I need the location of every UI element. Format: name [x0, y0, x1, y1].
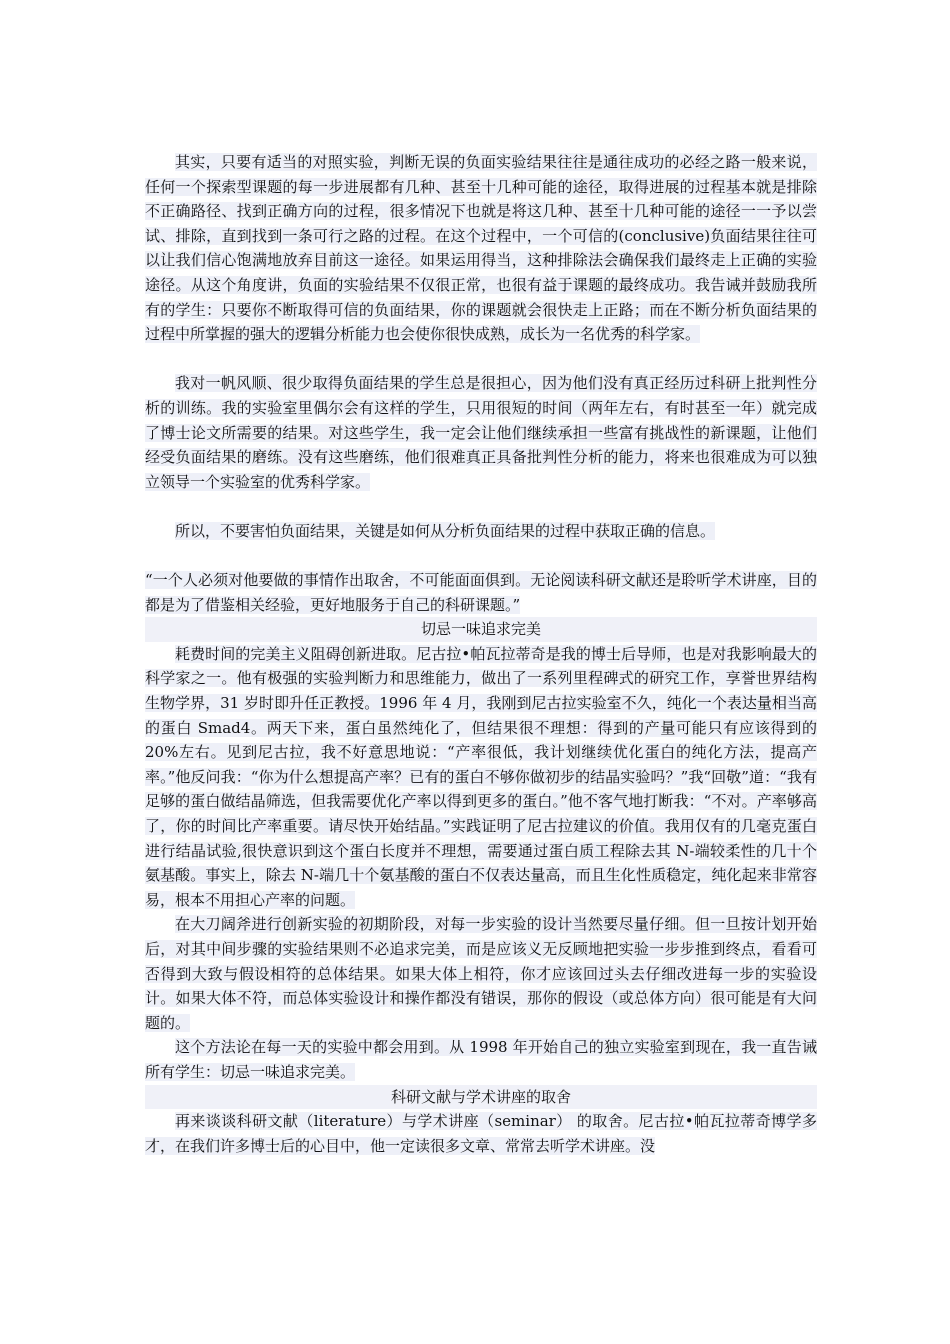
paragraph-conclusion [145, 519, 817, 544]
paragraph-bold-experiments [145, 912, 817, 1035]
document-body [145, 150, 817, 1158]
paragraph-text: 所以，不要害怕负面结果，关键是如何从分析负面结果的过程中获取正确的信息。 [175, 521, 716, 540]
paragraph-text: 在大刀阔斧进行创新实验的初期阶段，对每一步实验的设计当然要尽量仔细。但一旦按计划开始后，对其中间步骤的实验结果则不必追求完美，而是应该义无反顾地把实验一步步推到终点，看看可否得到大致与假设相符的总体结果。如果大体上相符，你才应该回过头去仔细改进每一步的实验设计。如果大体不符，而总体实验设计和操作都没有错误，那你的假设（或总体方向）很可能是有大问题的。 [145, 915, 817, 1032]
paragraph-perfectionism [145, 642, 817, 913]
paragraph-methodology [145, 1035, 817, 1084]
section-heading-literature: 科研文献与学术讲座的取舍 [145, 1085, 817, 1110]
paragraph-gap [145, 347, 817, 372]
pull-quote [145, 568, 817, 617]
paragraph-text: 耗费时间的完美主义阻碍创新进取。尼古拉•帕瓦拉蒂奇是我的博士后导师，也是对我影响最大的科学家之一。他有极强的实验判断力和思维能力，做出了一系列里程碑式的研究工作，享誉世界结构生物学界，31 岁时即升任正教授。1996 年 4 月，我刚到尼古拉实验室不久，纯化一个表达量相当高的蛋白 Smad4。两天下来，蛋白虽然纯化了，但结果很不理想：得到的产量可能只有应该得到的 20%左右。见到尼古拉，我不好意思地说：“产率很低，我计划继续优化蛋白的纯化方法，提高产率。”他反问我：“你为什么想提高产率？已有的蛋白不够你做初步的结晶实验吗？”我“回敬”道：“我有足够的蛋白做结晶筛选，但我需要优化产率以得到更多的蛋白。”他不客气地打断我：“不对。产率够高了，你的时间比产率重要。请尽快开始结晶。”实践证明了尼古拉建议的价值。我用仅有的几毫克蛋白进行结晶试验,很快意识到这个蛋白长度并不理想，需要通过蛋白质工程除去其 N-端较柔性的几十个氨基酸。事实上，除去 N-端几十个氨基酸的蛋白不仅表达量高，而且生化性质稳定，纯化起来非常容易，根本不用担心产率的问题。 [145, 644, 817, 909]
paragraph-text: 其实，只要有适当的对照实验，判断无误的负面实验结果往往是通往成功的必经之路一般来说，任何一个探索型课题的每一步进展都有几种、甚至十几种可能的途径，取得进展的过程基本就是排除不正确路径、找到正确方向的过程，很多情况下也就是将这几种、甚至十几种可能的途径一一予以尝试、排除，直到找到一条可行之路的过程。在这个过程中，一个可信的(conclusive)负面结果往往可以让我们信心饱满地放弃目前这一途径。如果运用得当，这种排除法会确保我们最终走上正确的实验途径。从这个角度讲，负面的实验结果不仅很正常，也很有益于课题的最终成功。我告诫并鼓励我所有的学生：只要你不断取得可信的负面结果，你的课题就会很快走上正路；而在不断分析负面结果的过程中所掌握的强大的逻辑分析能力也会使你很快成熟，成长为一名优秀的科学家。 [145, 153, 817, 344]
paragraph-gap [145, 494, 817, 519]
paragraph-smooth-students [145, 371, 817, 494]
paragraph-text: 我对一帆风顺、很少取得负面结果的学生总是很担心，因为他们没有真正经历过科研上批判性分析的训练。我的实验室里偶尔会有这样的学生，只用很短的时间（两年左右，有时甚至一年）就完成了博士论文所需要的结果。对这些学生，我一定会让他们继续承担一些富有挑战性的新课题，让他们经受负面结果的磨练。没有这些磨练，他们很难真正具备批判性分析的能力，将来也很难成为可以独立领导一个实验室的优秀科学家。 [145, 374, 817, 491]
paragraph-text: 再来谈谈科研文献（literature）与学术讲座（seminar） 的取舍。尼古拉•帕瓦拉蒂奇博学多才，在我们许多博士后的心目中，他一定读很多文章、常常去听学术讲座。没 [145, 1112, 817, 1155]
section-heading-perfectionism: 切忌一味追求完美 [145, 617, 817, 642]
paragraph-literature [145, 1109, 817, 1158]
quote-text: “一个人必须对他要做的事情作出取舍，不可能面面俱到。无论阅读科研文献还是聆听学术讲座，目的都是为了借鉴相关经验，更好地服务于自己的科研课题。” [145, 571, 817, 614]
paragraph-negative-results [145, 150, 817, 347]
paragraph-gap [145, 544, 817, 569]
paragraph-text: 这个方法论在每一天的实验中都会用到。从 1998 年开始自己的独立实验室到现在，我一直告诫所有学生：切忌一味追求完美。 [145, 1038, 817, 1081]
